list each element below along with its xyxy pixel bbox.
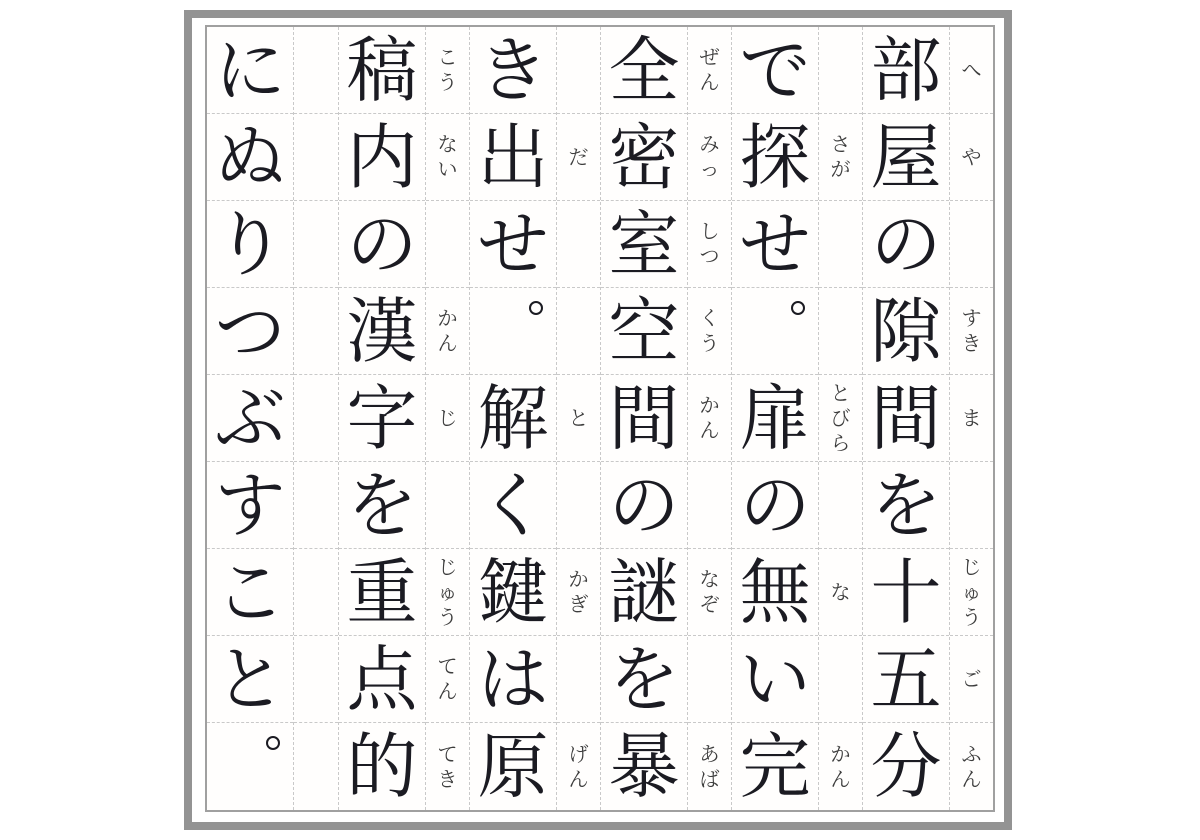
furigana-cell [294,375,338,462]
char-cell [732,462,818,549]
char-cell [207,549,293,636]
furigana-cell [688,288,731,375]
char-cell [470,201,556,288]
furigana-text: ん [568,766,589,791]
character-glyph: 室 [608,202,680,286]
furigana-cell [557,114,600,201]
furigana-text: ぎ [568,592,589,616]
character-glyph: 屋 [870,115,942,199]
char-cell [732,375,818,462]
furigana-text: ば [699,766,720,791]
furigana-text: ゅ [437,579,458,604]
character-glyph: 原 [477,725,549,808]
furigana-text: か [830,741,851,766]
furigana-cell [688,114,731,201]
char-cell [732,201,818,288]
furigana-text: な [437,132,458,156]
furigana-text: ん [699,418,720,442]
manuscript-frame [184,10,1012,830]
furigana-text: き [961,331,982,355]
furigana-cell [819,723,862,810]
furigana-text: さ [830,132,851,156]
character-glyph: 無 [739,550,811,634]
ideographic-period-icon [266,736,280,750]
furigana-cell [294,27,338,114]
character-glyph: 分 [870,725,942,808]
furigana-text: い [437,157,458,181]
furigana-text: ん [437,331,458,355]
char-cell [339,636,425,723]
character-glyph: 十 [870,550,942,634]
char-cell [863,27,949,114]
furigana-text: や [961,144,982,169]
character-glyph: 内 [346,115,418,199]
char-cell [732,549,818,636]
char-cell [732,27,818,114]
furigana-strip [557,27,600,810]
furigana-cell [688,549,731,636]
furigana-text: ん [961,766,982,791]
furigana-cell [819,288,862,375]
kanji-cell-column [601,27,688,810]
furigana-cell [950,288,993,375]
character-glyph: く [477,463,549,547]
furigana-text: ぞ [699,592,720,616]
furigana-cell [294,462,338,549]
character-glyph: を [608,637,680,721]
furigana-text: ぜ [699,45,720,69]
text-column-4 [469,27,600,810]
furigana-cell [688,462,731,549]
furigana-text: う [699,331,720,355]
char-cell [863,114,949,201]
furigana-strip [426,27,469,810]
furigana-cell [819,636,862,723]
kanji-cell-column [470,27,557,810]
ideographic-period-icon [791,301,805,315]
furigana-cell [426,288,469,375]
char-cell [339,288,425,375]
furigana-text: ん [699,70,720,94]
furigana-cell [819,114,862,201]
character-glyph: 密 [608,115,680,199]
furigana-text: げ [568,741,589,766]
furigana-text: ふ [961,741,982,766]
furigana-cell [426,114,469,201]
furigana-text: き [437,766,458,791]
furigana-text: て [437,741,458,766]
kanji-cell-column [207,27,294,810]
furigana-text: す [961,306,982,330]
furigana-cell [819,549,862,636]
furigana-cell [688,636,731,723]
furigana-text: う [961,604,982,629]
furigana-text: っ [699,157,720,181]
furigana-cell [426,636,469,723]
char-cell [339,27,425,114]
furigana-text: か [568,567,589,591]
text-column-6 [207,27,338,810]
furigana-cell [950,201,993,288]
furigana-cell [819,462,862,549]
furigana-text: て [437,654,458,678]
furigana-text: か [699,393,720,417]
furigana-text: ご [961,666,982,691]
furigana-strip [688,27,731,810]
furigana-cell [950,27,993,114]
furigana-cell [426,723,469,810]
furigana-cell [950,375,993,462]
char-cell [601,288,687,375]
text-column-5 [338,27,469,810]
furigana-text: く [699,306,720,330]
char-cell [601,375,687,462]
character-glyph: の [346,202,418,286]
furigana-text: つ [699,244,720,268]
furigana-cell [950,636,993,723]
char-cell [207,462,293,549]
char-cell [470,549,556,636]
furigana-cell [688,375,731,462]
furigana-strip [950,27,993,810]
furigana-cell [688,201,731,288]
furigana-cell [688,723,731,810]
character-glyph: せ [739,202,811,286]
char-cell [470,636,556,723]
char-cell [207,375,293,462]
char-cell [207,288,293,375]
char-cell [207,114,293,201]
char-cell [863,201,949,288]
character-glyph: を [870,463,942,547]
character-glyph: 空 [608,289,680,373]
furigana-text: う [437,604,458,629]
char-cell [732,288,818,375]
furigana-text: み [699,132,720,156]
character-glyph: 謎 [608,550,680,634]
char-cell [601,201,687,288]
character-glyph: の [608,463,680,547]
character-glyph: 点 [346,637,418,721]
furigana-cell [557,723,600,810]
furigana-cell [557,288,600,375]
furigana-cell [688,27,731,114]
character-glyph: い [739,637,811,721]
furigana-text: ん [830,766,851,791]
furigana-text: ゅ [961,579,982,604]
char-cell [863,375,949,462]
furigana-text: し [699,219,720,243]
char-cell [732,114,818,201]
furigana-text: が [830,157,851,181]
character-glyph: 字 [346,376,418,460]
furigana-cell [950,462,993,549]
furigana-text: じ [437,554,458,579]
character-glyph: 間 [608,376,680,460]
furigana-strip [819,27,862,810]
character-glyph: 探 [739,115,811,199]
char-cell [470,375,556,462]
character-glyph: 扉 [739,376,811,460]
furigana-cell [557,636,600,723]
furigana-text: な [699,567,720,591]
character-glyph: で [739,28,811,112]
kanji-cell-column [339,27,426,810]
char-cell [863,636,949,723]
furigana-strip [294,27,338,810]
char-cell [863,549,949,636]
furigana-text: あ [699,741,720,766]
character-glyph: 重 [346,550,418,634]
furigana-cell [557,462,600,549]
furigana-text: と [568,405,589,430]
character-glyph: つ [214,289,286,373]
character-glyph: ぶ [214,376,286,460]
furigana-cell [294,549,338,636]
char-cell [207,636,293,723]
furigana-cell [426,462,469,549]
character-glyph: 間 [870,376,942,460]
furigana-cell [557,27,600,114]
char-cell [601,636,687,723]
char-cell [339,375,425,462]
furigana-text: ら [830,430,851,455]
furigana-cell [950,549,993,636]
ideographic-period-icon [529,301,543,315]
furigana-text: じ [961,554,982,579]
char-cell [732,723,818,810]
furigana-text: ん [437,679,458,703]
char-cell [470,114,556,201]
character-glyph: 部 [870,28,942,112]
char-cell [207,27,293,114]
furigana-text: う [437,70,458,94]
furigana-cell [294,288,338,375]
character-glyph: り [214,202,286,286]
furigana-cell [426,549,469,636]
character-glyph: 出 [477,115,549,199]
char-cell [470,723,556,810]
text-column-1 [862,27,993,810]
char-cell [339,114,425,201]
character-glyph: 稿 [346,28,418,112]
text-column-3 [600,27,731,810]
char-cell [470,462,556,549]
furigana-text: じ [437,405,458,430]
furigana-text: へ [961,57,982,82]
manuscript-grid [205,25,995,812]
character-glyph: 解 [477,376,549,460]
char-cell [339,462,425,549]
character-glyph: せ [477,202,549,286]
char-cell [470,27,556,114]
furigana-cell [950,114,993,201]
character-glyph: 五 [870,637,942,721]
furigana-cell [294,636,338,723]
furigana-text: か [437,306,458,330]
furigana-text: な [830,579,851,604]
char-cell [207,723,293,810]
character-glyph: に [214,28,286,112]
character-glyph: こ [214,550,286,634]
char-cell [339,549,425,636]
char-cell [601,723,687,810]
char-cell [732,636,818,723]
furigana-cell [557,201,600,288]
character-glyph: 隙 [870,289,942,373]
char-cell [863,462,949,549]
character-glyph: は [477,637,549,721]
furigana-cell [819,27,862,114]
character-glyph: を [346,463,418,547]
furigana-cell [294,723,338,810]
furigana-text: ま [961,405,982,430]
character-glyph: 鍵 [477,550,549,634]
char-cell [863,288,949,375]
furigana-cell [294,114,338,201]
kanji-cell-column [732,27,819,810]
character-glyph: 漢 [346,289,418,373]
character-glyph: 的 [346,725,418,808]
char-cell [339,723,425,810]
furigana-cell [426,201,469,288]
char-cell [601,27,687,114]
furigana-cell [557,375,600,462]
char-cell [339,201,425,288]
char-cell [601,462,687,549]
furigana-text: こ [437,45,458,69]
furigana-cell [557,549,600,636]
character-glyph: 暴 [608,725,680,808]
furigana-cell [819,375,862,462]
character-glyph: す [214,463,286,547]
character-glyph: と [214,637,286,721]
furigana-cell [819,201,862,288]
character-glyph: の [739,463,811,547]
furigana-text: と [830,380,851,405]
char-cell [470,288,556,375]
furigana-text: び [830,405,851,430]
char-cell [863,723,949,810]
text-column-2 [731,27,862,810]
character-glyph: 完 [739,725,811,808]
char-cell [601,114,687,201]
furigana-text: だ [568,144,589,169]
kanji-cell-column [863,27,950,810]
furigana-cell [426,27,469,114]
character-glyph: の [870,202,942,286]
character-glyph: 全 [608,28,680,112]
char-cell [207,201,293,288]
character-glyph: ぬ [214,115,286,199]
char-cell [601,549,687,636]
character-glyph: き [477,28,549,112]
furigana-cell [950,723,993,810]
furigana-cell [426,375,469,462]
furigana-cell [294,201,338,288]
